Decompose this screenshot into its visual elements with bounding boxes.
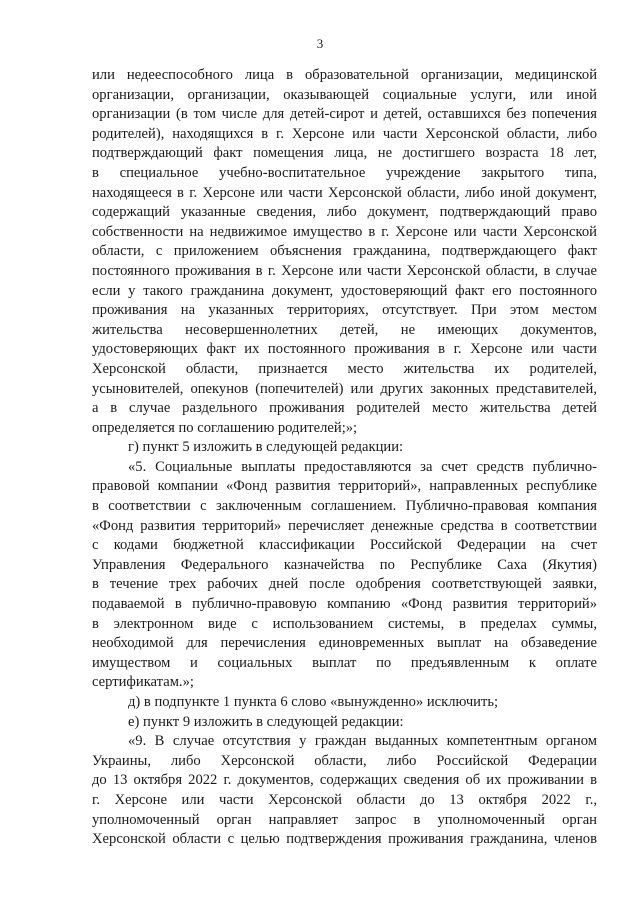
text-line: подтверждающий факт помещения лица, не достигшего возраста 18 лет, bbox=[92, 145, 597, 162]
text-line: области, с приложением объяснения гражданина, подтверждающего факт bbox=[92, 243, 597, 260]
text-line: жительства несовершеннолетних детей, не имеющих документов, bbox=[92, 321, 597, 338]
text-line: уполномоченный орган направляет запрос в уполномоченный орган bbox=[92, 811, 597, 828]
text-line: Херсонской области, признается место жительства их родителей, bbox=[92, 360, 597, 377]
text-line: необходимой для перечисления единовременных выплат на обзаведение bbox=[92, 635, 597, 652]
paragraph bbox=[92, 66, 597, 438]
text-line: «9. В случае отсутствия у граждан выданных компетентным органом bbox=[128, 733, 597, 750]
text-line: Управления Федерального казначейства по Республике Саха (Якутия) bbox=[92, 556, 597, 573]
text-line: усыновителей, опекунов (попечителей) или других законных представителей, bbox=[92, 380, 597, 397]
paragraph bbox=[92, 713, 597, 733]
text-line: постоянного проживания в г. Херсоне или части Херсонской области, в случае bbox=[92, 262, 597, 279]
text-line: «5. Социальные выплаты предоставляются за счет средств публично- bbox=[128, 458, 597, 475]
text-line: с кодами бюджетной классификации Российской Федерации на счет bbox=[92, 537, 597, 554]
text-line: находящееся в г. Херсоне или части Херсонской области, либо иной документ, bbox=[92, 184, 597, 201]
text-line: сертификатам.»; bbox=[92, 674, 194, 691]
text-line: Херсонской области с целью подтверждения проживания гражданина, членов bbox=[92, 831, 597, 848]
text-line: содержащий указанные сведения, либо документ, подтверждающий право bbox=[92, 204, 597, 221]
text-line: проживания на указанных территориях, отсутствует. При этом местом bbox=[92, 302, 597, 319]
text-line: подаваемой в публично-правовую компанию «Фонд развития территорий» bbox=[92, 596, 597, 613]
text-line: в соответствии с заключенным соглашением. Публично-правовая компания bbox=[92, 498, 597, 515]
text-line: имуществом и социальных выплат по предъявленным к оплате bbox=[92, 654, 597, 671]
text-line: г) пункт 5 изложить в следующей редакции: bbox=[128, 439, 404, 456]
text-line: в электронном виде с использованием системы, в пределах суммы, bbox=[92, 615, 597, 632]
paragraph bbox=[92, 438, 597, 458]
text-line: или недееспособного лица в образовательной организации, медицинской bbox=[92, 67, 597, 83]
paragraph bbox=[92, 693, 597, 713]
text-line: правовой компании «Фонд развития территорий», направленных республике bbox=[92, 478, 597, 495]
page-number: 3 bbox=[316, 36, 324, 51]
text-line: д) в подпункте 1 пункта 6 слово «вынужденно» исключить; bbox=[128, 694, 499, 710]
text-line: организации (в том числе для детей-сирот и детей, оставшихся без попечения bbox=[92, 106, 597, 123]
text-line: родителей), находящихся в г. Херсоне или части Херсонской области, либо bbox=[92, 125, 597, 142]
text-line: в течение трех рабочих дней после одобрения соответствующей заявки, bbox=[92, 576, 597, 593]
text-line: удостоверяющих факт их постоянного проживания в г. Херсоне или части bbox=[92, 341, 597, 358]
document-body bbox=[92, 66, 597, 850]
text-line: собственности на недвижимое имущество в г. Херсоне или части Херсонской bbox=[92, 223, 597, 240]
text-line: организации, организации, оказывающей социальные услуги, или иной bbox=[92, 86, 597, 103]
text-line: до 13 октября 2022 г. документов, содержащих сведения об их проживании в bbox=[92, 772, 597, 789]
text-line: г. Херсоне или части Херсонской области до 13 октября 2022 г., bbox=[92, 791, 597, 808]
text-line: в специальное учебно-воспитательное учреждение закрытого типа, bbox=[92, 164, 597, 181]
paragraph bbox=[92, 732, 597, 850]
text-line: Украины, либо Херсонской области, либо Российской Федерации bbox=[92, 752, 597, 769]
text-line: а в случае раздельного проживания родителей место жительства детей bbox=[92, 400, 597, 417]
text-line: е) пункт 9 изложить в следующей редакции: bbox=[128, 713, 404, 730]
text-line: «Фонд развития территорий» перечисляет денежные средства в соответствии bbox=[92, 517, 597, 534]
text-line: если у такого гражданина документ, удостоверяющий факт его постоянного bbox=[92, 282, 597, 299]
paragraph bbox=[92, 458, 597, 693]
text-line: определяется по соглашению родителей;»; bbox=[92, 419, 358, 436]
